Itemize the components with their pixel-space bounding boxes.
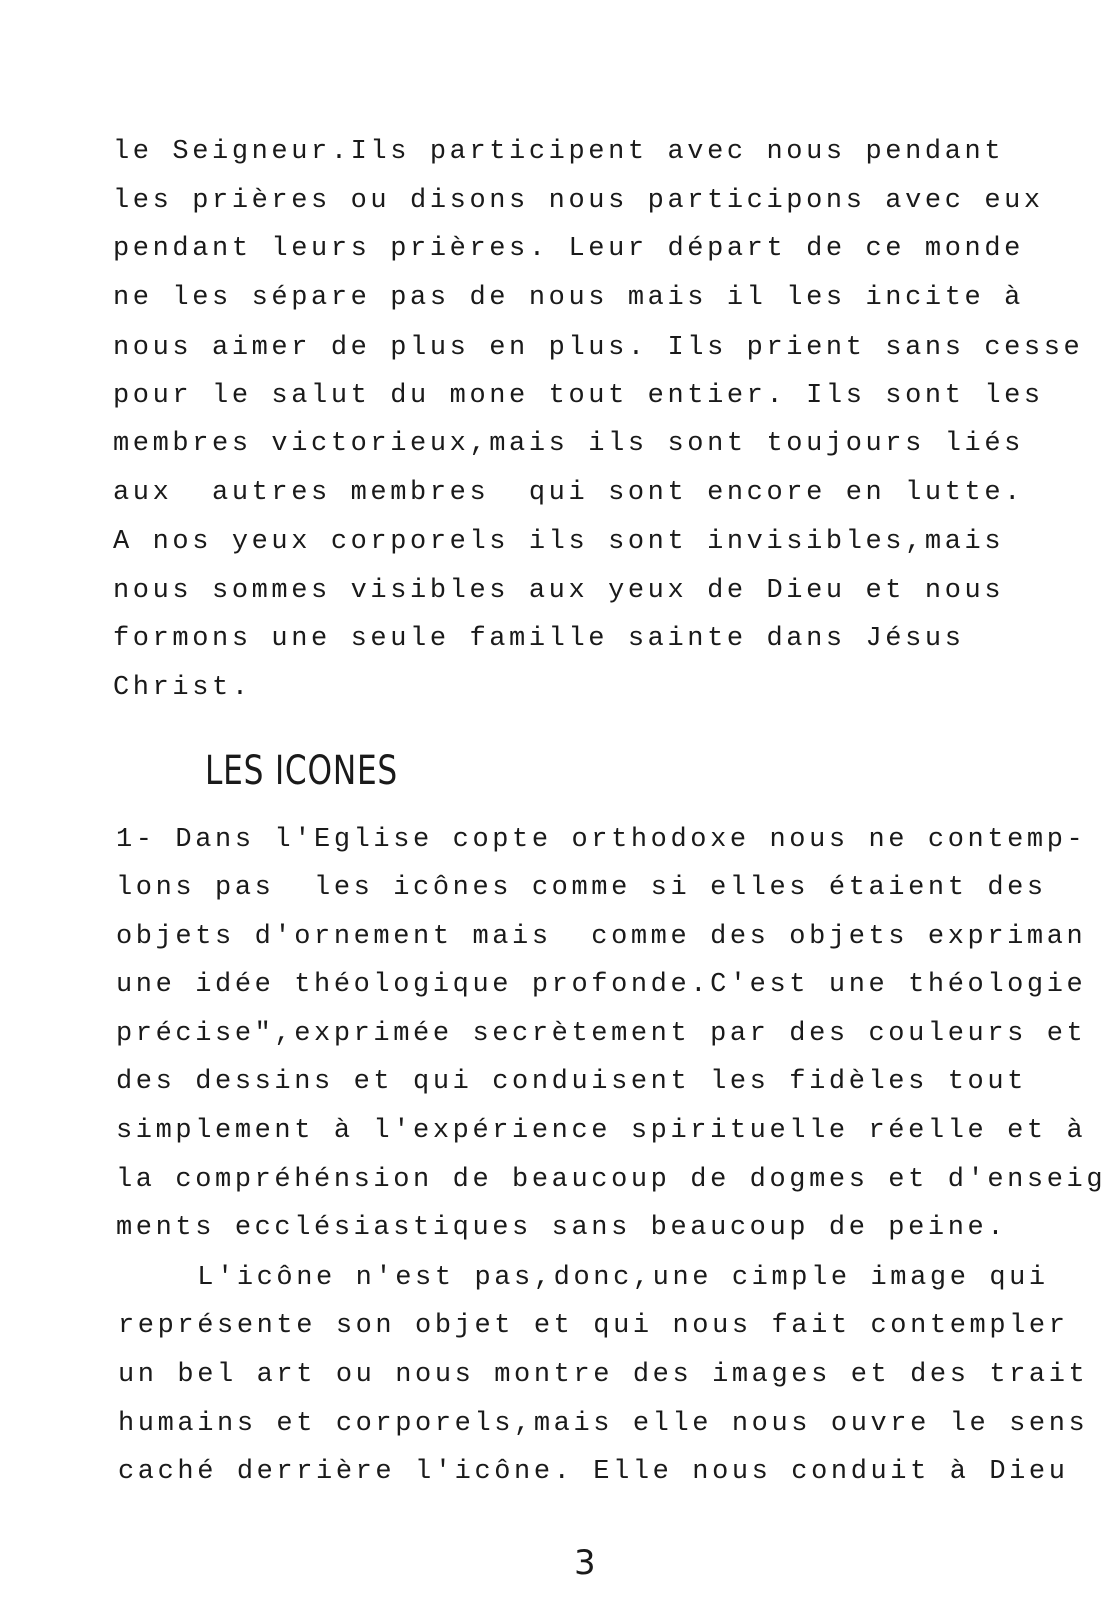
text-line: précise",exprimée secrètement par des couleurs et [116,1019,1087,1049]
text-line: objets d'ornement mais comme des objets expriman [116,922,1087,952]
text-line: un bel art ou nous montre des images et des trait [118,1360,1089,1390]
text-line: caché derrière l'icône. Elle nous conduit à Dieu [118,1457,1069,1487]
text-line: lons pas les icônes comme si elles étaient des [116,873,1047,903]
section-heading: LES ICONES [205,748,399,794]
text-line: aux autres membres qui sont encore en lutte. [113,478,1024,508]
text-line: 1- Dans l'Eglise copte orthodoxe nous ne contemp- [116,825,1087,855]
text-line: nous aimer de plus en plus. Ils prient sans cesse [113,333,1084,363]
text-line: pendant leurs prières. Leur départ de ce monde [113,234,1024,264]
page-number: 3 [574,1543,596,1583]
text-line: pour le salut du mone tout entier. Ils sont les [113,381,1044,411]
text-line: représente son objet et qui nous fait contempler [118,1311,1069,1341]
text-line: la compréhénsion de beaucoup de dogmes et d'enseig [116,1165,1107,1195]
text-line: des dessins et qui conduisent les fidèles tout [116,1067,1027,1097]
text-line: ments ecclésiastiques sans beaucoup de peine. [116,1213,1008,1243]
text-line: humains et corporels,mais elle nous ouvre le sens [118,1409,1089,1439]
text-line: nous sommes visibles aux yeux de Dieu et nous [113,576,1005,606]
text-line: membres victorieux,mais ils sont toujours liés [113,429,1024,459]
text-line: Christ. [113,673,252,703]
text-line: simplement à l'expérience spirituelle réelle et à [116,1116,1087,1146]
text-line: A nos yeux corporels ils sont invisibles,mais [113,527,1005,557]
text-line: le Seigneur.Ils participent avec nous pendant [113,137,1005,167]
text-line: formons une seule famille sainte dans Jésus [113,624,965,654]
text-line: ne les sépare pas de nous mais il les incite à [113,283,1024,313]
text-line: une idée théologique profonde.C'est une théologie [116,970,1087,1000]
text-line: les prières ou disons nous participons avec eux [113,186,1044,216]
text-line: L'icône n'est pas,donc,une cimple image qui [118,1263,1049,1293]
